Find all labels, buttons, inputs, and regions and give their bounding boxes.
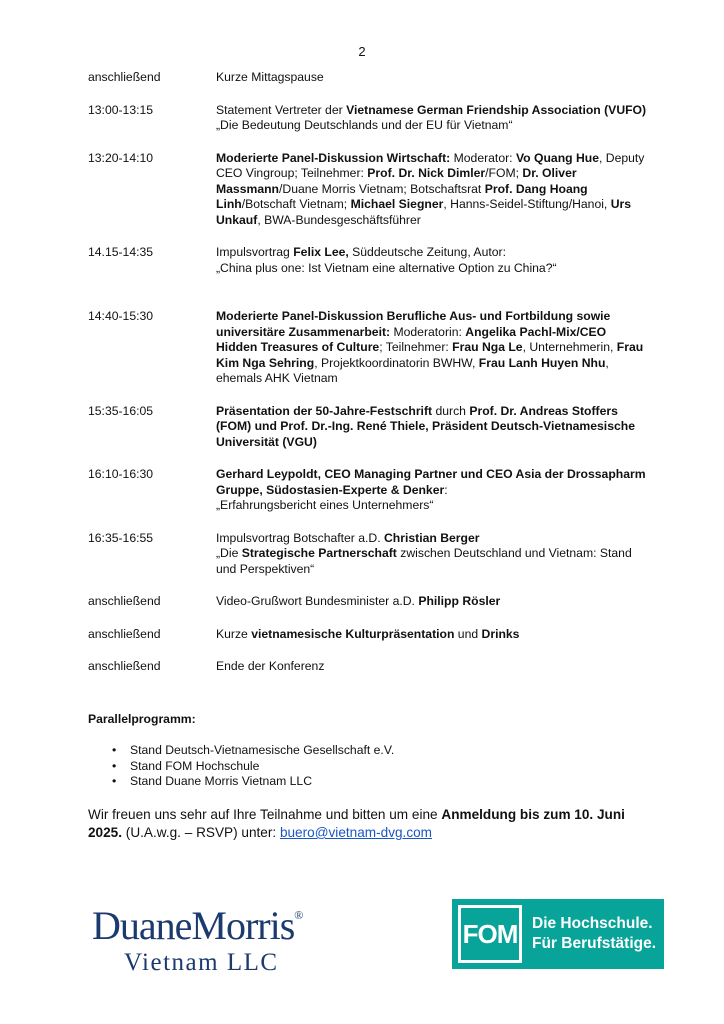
agenda-time: 16:10-16:30 (88, 467, 154, 481)
text-span: /Botschaft Vietnam; (241, 197, 351, 211)
bold-text: Angelika Pachl-Mix/CEO Hidden Treasures of Culture (216, 324, 607, 354)
text-span: , Hanns-Seidel-Stiftung/Hanoi, (443, 197, 611, 211)
parallel-program-list (112, 743, 394, 790)
bold-text: Michael Siegner (350, 197, 444, 211)
fom-logo (452, 899, 664, 969)
bold-text: Strategische Partnerschaft (241, 546, 397, 560)
bold-text: Gerhard Leypoldt, CEO Managing Partner und CEO Asia der Drossapharm Gruppe, Südostasien-Experte & Denker (216, 467, 646, 497)
fom-tagline-line2: Für Berufstätige. (532, 935, 657, 952)
bold-text: Dr. Oliver Massmann (216, 166, 577, 196)
text-span: „China plus one: Ist Vietnam eine alternative Option zu China?“ (216, 260, 557, 275)
text-span: , ehemals AHK Vietnam (216, 355, 609, 385)
bold-text: Drinks (481, 626, 520, 641)
bold-text: Frau Lanh Huyen Nhu (478, 355, 606, 370)
agenda-time: 14.15-14:35 (88, 245, 154, 259)
bold-text: Christian Berger (383, 530, 480, 545)
list-item: • Stand Duane Morris Vietnam LLC (112, 774, 394, 790)
agenda-row (88, 70, 648, 86)
closing-paragraph (88, 806, 648, 842)
bold-text: Anmeldung bis zum 10. Juni 2025. (88, 807, 625, 840)
agenda-description (216, 659, 648, 675)
text-span: Video-Grußwort Bundesminister a.D. (216, 594, 419, 608)
text-span: , BWA-Bundesgeschäftsführer (257, 212, 421, 227)
bold-text: Frau Nga Le (452, 340, 523, 354)
agenda-time: 15:35-16:05 (88, 403, 154, 418)
text-span: „Die (216, 546, 242, 560)
text-span: /FOM; (485, 166, 523, 180)
agenda-time: anschließend (88, 594, 161, 608)
text-span: Wir freuen uns sehr auf Ihre Teilnahme und bitten um eine (88, 807, 442, 822)
agenda-description (216, 594, 648, 610)
duane-morris-logo (92, 893, 302, 978)
agenda-row (88, 594, 648, 610)
agenda-time: 13:20-14:10 (88, 150, 154, 165)
agenda-time: 16:35-16:55 (88, 530, 154, 545)
bold-text: Urs Unkauf (216, 197, 632, 227)
agenda-time: anschließend (88, 659, 161, 673)
list-item: • Stand Deutsch-Vietnamesische Gesellschaft e.V. (112, 743, 394, 759)
text-span: , Deputy CEO Vingroup; Teilnehmer: (216, 150, 645, 180)
agenda-row (88, 245, 648, 276)
bold-text: Moderierte Panel-Diskussion Wirtschaft: (216, 150, 451, 165)
text-span: Ende der Konferenz (216, 659, 325, 673)
fom-logo-tagline (528, 899, 656, 969)
text-span: Impulsvortrag Botschafter a.D. (216, 530, 384, 545)
agenda-row (88, 309, 648, 387)
agenda-row (88, 627, 648, 643)
duane-morris-logo-subtitle: Vietnam LLC (124, 949, 279, 976)
text-span: : (444, 482, 448, 497)
text-span: Kurze Mittagspause (216, 70, 324, 84)
bold-text: Prof. Dr. Andreas Stoffers (FOM) und Prof. Dr.-Ing. René Thiele, Präsident Deutsch-Vietnamesische Universität (VGU) (216, 403, 635, 449)
text-span: ; Teilnehmer: (379, 340, 453, 354)
text-span: „Die Bedeutung Deutschlands und der EU für Vietnam“ (216, 118, 513, 132)
text-span: Kurze (216, 626, 252, 641)
agenda-row (88, 103, 648, 134)
bold-text: Prof. Dr. Nick Dimler (367, 166, 486, 180)
bold-text: Vo Quang Hue (515, 150, 599, 165)
agenda-list (88, 70, 648, 675)
agenda-description (216, 309, 648, 387)
email-link[interactable]: buero@vietnam-dvg.com (279, 825, 433, 840)
agenda-description (216, 531, 648, 578)
bold-text: Prof. Dang Hoang Linh (216, 181, 588, 211)
agenda-time: 13:00-13:15 (88, 102, 154, 117)
fom-tagline-line1: Die Hochschule. (532, 915, 653, 932)
registered-mark: ® (294, 908, 303, 922)
bold-text: Präsentation der 50-Jahre-Festschrift (216, 403, 433, 418)
bold-text: vietnamesische Kulturpräsentation (251, 626, 455, 641)
text-span: durch (432, 403, 470, 418)
agenda-time: 14:40-15:30 (88, 309, 154, 323)
text-span: „Erfahrungsbericht eines Unternehmers“ (216, 498, 434, 512)
text-span: (U.A.w.g. – RSVP) unter: (122, 825, 280, 840)
duane-morris-logo-name: DuaneMorris (92, 903, 295, 948)
text-span: zwischen Deutschland und Vietnam: Stand und Perspektiven“ (216, 546, 632, 576)
text-span: und (454, 626, 482, 641)
bold-text: Felix Lee, (293, 245, 349, 259)
bold-text: Philipp Rösler (418, 594, 501, 608)
text-span: /Duane Morris Vietnam; Botschaftsrat (279, 181, 485, 196)
text-span: Statement Vertreter der (216, 102, 347, 117)
agenda-description (216, 404, 648, 451)
agenda-row (88, 467, 648, 514)
agenda-description (216, 245, 648, 276)
bold-text: Moderierte Panel-Diskussion Berufliche Aus- und Fortbildung sowie universitäre Zusammenarbeit: (216, 309, 611, 339)
fom-logo-mark: FOM (458, 905, 522, 963)
text-span: Moderator: (450, 150, 516, 165)
agenda-description (216, 103, 648, 134)
text-span: Impulsvortrag (216, 245, 294, 259)
page-number: 2 (358, 44, 366, 59)
bold-text: Vietnamese German Friendship Association (VUFO) (346, 102, 647, 117)
agenda-description (216, 467, 648, 514)
text-span: , Unternehmerin, (522, 340, 617, 354)
agenda-description (216, 151, 648, 229)
agenda-description (216, 627, 648, 643)
agenda-time: anschließend (88, 626, 161, 641)
text-span: Süddeutsche Zeitung, Autor: (348, 245, 506, 259)
agenda-description (216, 70, 648, 86)
agenda-row (88, 531, 648, 578)
parallel-program-heading: Parallelprogramm: (88, 712, 196, 726)
agenda-row (88, 151, 648, 229)
agenda-row (88, 659, 648, 675)
agenda-row (88, 404, 648, 451)
agenda-time: anschließend (88, 70, 161, 84)
bold-text: Frau Kim Nga Sehring (216, 340, 644, 370)
text-span: Moderatorin: (390, 324, 466, 339)
text-span: , Projektkoordinatorin BWHW, (314, 355, 479, 370)
list-item: • Stand FOM Hochschule (112, 759, 394, 775)
